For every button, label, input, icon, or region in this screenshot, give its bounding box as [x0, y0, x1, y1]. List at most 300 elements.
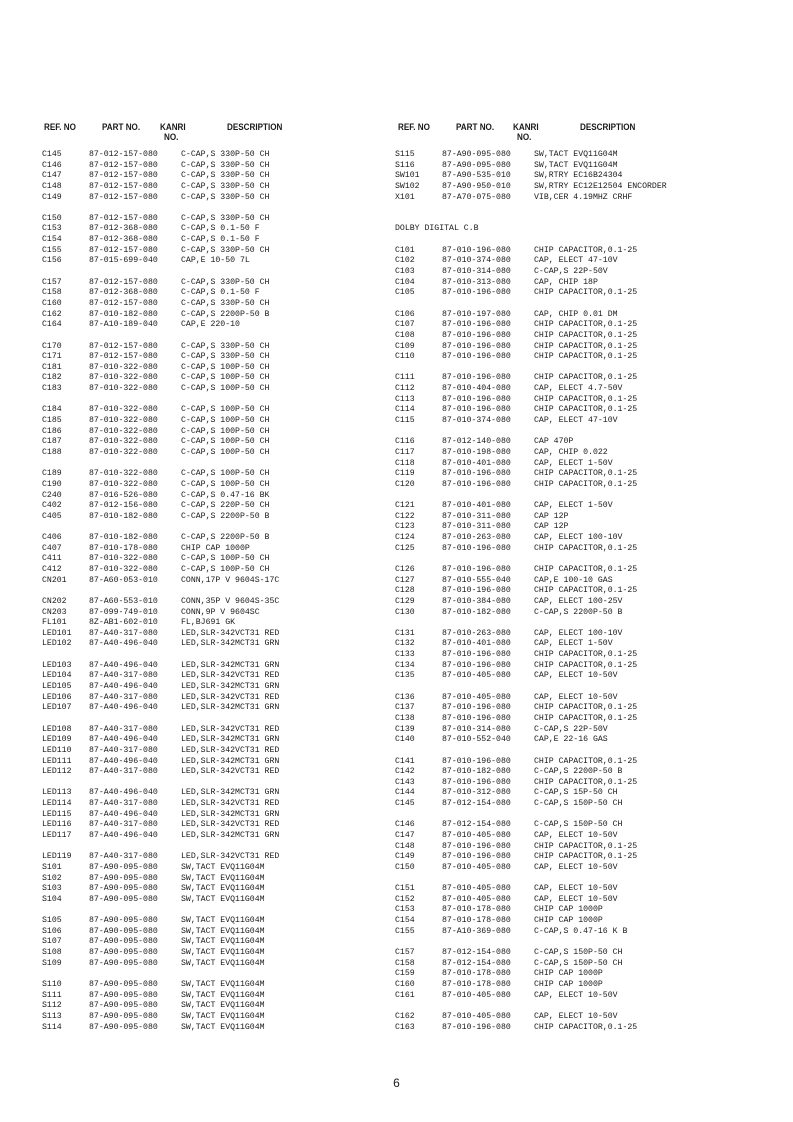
ref-no-cell: LED109 — [42, 735, 72, 745]
part-no-cell: 87-A90-095-080 — [89, 926, 158, 936]
ref-no-cell: C161 — [395, 990, 415, 1000]
ref-no-cell: CN203 — [42, 607, 67, 617]
ref-no-cell: CN202 — [42, 596, 67, 606]
parts-row — [395, 522, 755, 533]
part-no-cell: 87-010-322-080 — [89, 564, 158, 574]
spacer-row — [395, 1001, 755, 1012]
part-no-cell: 87-010-196-080 — [442, 586, 511, 596]
parts-row — [395, 1023, 755, 1034]
description-cell: CAP, ELECT 47-10V — [534, 416, 618, 426]
description-cell: C-CAP,S 2200P-50 B — [534, 767, 623, 777]
description-cell: C-CAP,S 100P-50 CH — [181, 437, 270, 447]
ref-no-cell: C117 — [395, 447, 415, 457]
ref-no-cell: C159 — [395, 969, 415, 979]
description-cell: C-CAP,S 100P-50 CH — [181, 405, 270, 415]
parts-row — [395, 820, 755, 831]
description-cell: CAP, ELECT 4.7-50V — [534, 384, 623, 394]
description-cell: SW,TACT EVQ11G04M — [181, 862, 265, 872]
ref-no-cell: C189 — [42, 469, 62, 479]
part-no-cell: 87-A40-496-040 — [89, 703, 158, 713]
parts-row — [395, 448, 755, 459]
part-no-cell: 87-A40-496-040 — [89, 660, 158, 670]
description-cell: C-CAP,S 100P-50 CH — [181, 554, 270, 564]
ref-no-cell: C110 — [395, 352, 415, 362]
part-no-cell: 87-010-196-080 — [442, 320, 511, 330]
description-cell: C-CAP,S 100P-50 CH — [181, 426, 270, 436]
part-no-cell: 87-010-401-080 — [442, 501, 511, 511]
description-cell: C-CAP,S 2200P-50 B — [181, 511, 270, 521]
ref-no-cell: LED117 — [42, 831, 72, 840]
ref-no-cell: LED108 — [42, 724, 72, 734]
parts-row — [395, 693, 755, 704]
parts-row — [42, 161, 402, 172]
spacer-row — [42, 331, 402, 342]
ref-no-cell: C160 — [42, 298, 62, 308]
ref-no-cell: C164 — [42, 320, 62, 330]
part-no-cell: 87-012-157-080 — [89, 245, 158, 255]
spacer-row — [395, 937, 755, 948]
ref-no-cell: LED116 — [42, 820, 72, 830]
ref-no-cell: C122 — [395, 511, 415, 521]
spacer-row — [395, 299, 755, 310]
description-cell: C-CAP,S 330P-50 CH — [181, 277, 270, 287]
ref-no-cell: C148 — [395, 841, 415, 851]
ref-no-cell: LED103 — [42, 660, 72, 670]
description-cell: SW,RTRY EC16B24304 — [534, 171, 623, 181]
part-no-cell: 87-012-157-080 — [89, 181, 158, 191]
part-no-cell: 87-010-196-080 — [442, 703, 511, 713]
ref-no-cell: C149 — [395, 852, 415, 862]
parts-row — [395, 597, 755, 608]
parts-row — [42, 150, 402, 161]
ref-no-cell: C143 — [395, 777, 415, 787]
description-cell: CAP, ELECT 10-50V — [534, 990, 618, 1000]
part-no-cell: 87-A40-317-080 — [89, 628, 158, 638]
parts-row — [395, 373, 755, 384]
description-cell: CHIP CAPACITOR,0.1-25 — [534, 394, 638, 404]
part-no-cell: 87-010-401-080 — [442, 639, 511, 649]
parts-row — [42, 831, 402, 842]
ref-no-cell: SW101 — [395, 171, 420, 181]
parts-row — [42, 788, 402, 799]
description-cell: CHIP CAPACITOR,0.1-25 — [534, 841, 638, 851]
description-cell: CAP, ELECT 100-10V — [534, 628, 623, 638]
ref-no-cell: C105 — [395, 288, 415, 298]
parts-row — [42, 608, 402, 619]
ref-no-cell: LED110 — [42, 745, 72, 755]
ref-no-cell: S106 — [42, 926, 62, 936]
parts-row — [42, 384, 402, 395]
ref-no-cell: C148 — [42, 181, 62, 191]
description-cell: CAP, ELECT 100-10V — [534, 533, 623, 543]
description-cell: LED,SLR-342MCT31 GRN — [181, 682, 280, 692]
ref-no-cell: C139 — [395, 724, 415, 734]
ref-no-cell: CN201 — [42, 575, 67, 585]
parts-row — [42, 671, 402, 682]
part-no-cell: 87-010-197-080 — [442, 309, 511, 319]
ref-no-cell: S111 — [42, 990, 62, 1000]
description-cell: CAP, ELECT 10-50V — [534, 692, 618, 702]
parts-row — [42, 629, 402, 640]
parts-row — [395, 161, 755, 172]
parts-row — [42, 193, 402, 204]
description-cell: CAP, ELECT 10-50V — [534, 1011, 618, 1021]
description-cell: CHIP CAPACITOR,0.1-25 — [534, 543, 638, 553]
parts-row — [42, 639, 402, 650]
ref-no-cell: C108 — [395, 330, 415, 340]
part-no-cell: 87-010-405-080 — [442, 884, 511, 894]
parts-row — [42, 363, 402, 374]
parts-row — [42, 533, 402, 544]
parts-row — [42, 256, 402, 267]
parts-row — [395, 246, 755, 257]
ref-no-cell: SW102 — [395, 181, 420, 191]
description-cell: C-CAP,S 100P-50 CH — [181, 447, 270, 457]
parts-row — [395, 565, 755, 576]
ref-no-cell: C112 — [395, 384, 415, 394]
description-cell: CHIP CAPACITOR,0.1-25 — [534, 352, 638, 362]
part-no-cell: 87-A40-317-080 — [89, 724, 158, 734]
description-cell: C-CAP,S 330P-50 CH — [181, 160, 270, 170]
part-no-cell: 87-012-157-080 — [89, 150, 158, 159]
description-cell: C-CAP,S 2200P-50 B — [534, 607, 623, 617]
part-no-cell: 87-010-384-080 — [442, 596, 511, 606]
part-no-cell: 87-010-314-080 — [442, 267, 511, 277]
parts-row — [395, 831, 755, 842]
part-no-cell: 87-010-196-080 — [442, 543, 511, 553]
parts-row — [395, 757, 755, 768]
part-no-cell: 87-010-314-080 — [442, 724, 511, 734]
description-cell: CHIP CAPACITOR,0.1-25 — [534, 756, 638, 766]
parts-row — [42, 1001, 402, 1012]
part-no-cell: 87-A40-317-080 — [89, 799, 158, 809]
part-no-cell: 87-A40-496-040 — [89, 831, 158, 840]
part-no-cell: 87-012-157-080 — [89, 213, 158, 223]
parts-row — [395, 182, 755, 193]
spacer-row — [395, 235, 755, 246]
ref-no-cell: C107 — [395, 320, 415, 330]
ref-no-cell: C115 — [395, 416, 415, 426]
parts-row — [395, 905, 755, 916]
parts-row — [395, 735, 755, 746]
parts-row — [395, 608, 755, 619]
description-cell: LED,SLR-342MCT31 GRN — [181, 788, 280, 798]
header-kanri: KANRI — [160, 122, 186, 132]
part-no-cell: 87-A10-369-080 — [442, 926, 511, 936]
parts-row — [42, 554, 402, 565]
parts-row — [395, 459, 755, 470]
part-no-cell: 87-010-178-080 — [89, 543, 158, 553]
part-no-cell: 87-016-526-080 — [89, 490, 158, 500]
ref-no-cell: LED119 — [42, 852, 72, 862]
ref-no-cell: C412 — [42, 564, 62, 574]
spacer-row — [395, 203, 755, 214]
part-no-cell: 87-010-182-080 — [442, 607, 511, 617]
ref-no-cell: C145 — [395, 799, 415, 809]
spacer-row — [42, 905, 402, 916]
description-cell: CAP, CHIP 0.022 — [534, 447, 608, 457]
ref-no-cell: C405 — [42, 511, 62, 521]
part-no-cell: 87-010-405-080 — [442, 1011, 511, 1021]
spacer-row — [395, 618, 755, 629]
part-no-cell: 87-012-154-080 — [442, 958, 511, 968]
ref-no-cell: S102 — [42, 873, 62, 883]
part-no-cell: 87-010-311-080 — [442, 522, 511, 532]
ref-no-cell: S113 — [42, 1011, 62, 1021]
part-no-cell: 87-010-263-080 — [442, 533, 511, 543]
description-cell: CAP, ELECT 1-50V — [534, 458, 613, 468]
part-no-cell: 87-A40-496-040 — [89, 639, 158, 649]
part-no-cell: 87-010-405-080 — [442, 692, 511, 702]
header-kanri-no: NO. — [517, 132, 532, 142]
ref-no-cell: C181 — [42, 362, 62, 372]
description-cell: SW,TACT EVQ11G04M — [181, 873, 265, 883]
ref-no-cell: C157 — [42, 277, 62, 287]
parts-row — [42, 852, 402, 863]
part-no-cell: 87-010-313-080 — [442, 277, 511, 287]
ref-no-cell: C141 — [395, 756, 415, 766]
description-cell: CONN,9P V 9604SC — [181, 607, 260, 617]
parts-row — [42, 278, 402, 289]
parts-row — [42, 1023, 402, 1034]
parts-row — [395, 863, 755, 874]
part-no-cell: 87-010-405-080 — [442, 671, 511, 681]
parts-row — [42, 416, 402, 427]
description-cell: CHIP CAPACITOR,0.1-25 — [534, 777, 638, 787]
ref-no-cell: LED105 — [42, 682, 72, 692]
parts-row — [395, 969, 755, 980]
description-cell: FL,BJ691 GK — [181, 618, 236, 628]
parts-row — [42, 352, 402, 363]
parts-row — [42, 501, 402, 512]
part-no-cell: 87-012-157-080 — [89, 192, 158, 202]
part-no-cell: 87-A90-095-080 — [89, 884, 158, 894]
part-no-cell: 87-A90-095-080 — [89, 894, 158, 904]
part-no-cell: 87-010-196-080 — [442, 405, 511, 415]
parts-row — [42, 214, 402, 225]
description-cell: C-CAP,S 330P-50 CH — [181, 192, 270, 202]
parts-row — [395, 331, 755, 342]
ref-no-cell: S107 — [42, 937, 62, 947]
part-no-cell: 87-010-196-080 — [442, 650, 511, 660]
parts-row — [395, 927, 755, 938]
spacer-row — [395, 214, 755, 225]
parts-row — [42, 565, 402, 576]
parts-row — [395, 437, 755, 448]
parts-row — [42, 693, 402, 704]
description-cell: LED,SLR-342VCT31 RED — [181, 628, 280, 638]
parts-row — [42, 810, 402, 821]
header-ref-no: REF. NO — [398, 122, 430, 132]
ref-no-cell: C123 — [395, 522, 415, 532]
description-cell: CHIP CAPACITOR,0.1-25 — [534, 564, 638, 574]
description-cell: LED,SLR-342MCT31 GRN — [181, 639, 280, 649]
description-cell: C-CAP,S 22P-50V — [534, 267, 608, 277]
left-parts-column — [42, 150, 402, 1033]
ref-no-cell: C118 — [395, 458, 415, 468]
ref-no-cell: C158 — [395, 958, 415, 968]
ref-no-cell: S103 — [42, 884, 62, 894]
ref-no-cell: C154 — [395, 916, 415, 926]
parts-row — [42, 182, 402, 193]
parts-row — [42, 916, 402, 927]
part-no-cell: 87-A40-317-080 — [89, 692, 158, 702]
ref-no-cell: C131 — [395, 628, 415, 638]
description-cell: C-CAP,S 330P-50 CH — [181, 245, 270, 255]
ref-no-cell: C182 — [42, 373, 62, 383]
ref-no-cell: LED104 — [42, 671, 72, 681]
description-cell: C-CAP,S 150P-50 CH — [534, 948, 623, 958]
ref-no-cell: C132 — [395, 639, 415, 649]
ref-no-cell: C129 — [395, 596, 415, 606]
header-kanri: KANRI — [513, 122, 539, 132]
spacer-row — [395, 810, 755, 821]
ref-no-cell: C145 — [42, 150, 62, 159]
parts-row — [395, 342, 755, 353]
ref-no-cell: LED112 — [42, 767, 72, 777]
description-cell: CHIP CAPACITOR,0.1-25 — [534, 330, 638, 340]
part-no-cell: 87-010-312-080 — [442, 788, 511, 798]
part-no-cell: 87-012-154-080 — [442, 820, 511, 830]
part-no-cell: 87-A90-095-080 — [89, 1001, 158, 1011]
ref-no-cell: C150 — [42, 213, 62, 223]
description-cell: SW,TACT EVQ11G04M — [181, 916, 265, 926]
part-no-cell: 87-010-196-080 — [442, 469, 511, 479]
parts-row — [42, 927, 402, 938]
description-cell: C-CAP,S 100P-50 CH — [181, 469, 270, 479]
ref-no-cell: LED107 — [42, 703, 72, 713]
part-no-cell: 87-A90-095-080 — [89, 958, 158, 968]
description-cell: CHIP CAPACITOR,0.1-25 — [534, 373, 638, 383]
ref-no-cell: C109 — [395, 341, 415, 351]
parts-row — [395, 788, 755, 799]
ref-no-cell: C138 — [395, 713, 415, 723]
parts-row — [42, 491, 402, 502]
description-cell: LED,SLR-342VCT31 RED — [181, 820, 280, 830]
part-no-cell: 87-A90-095-080 — [89, 990, 158, 1000]
parts-row — [42, 576, 402, 587]
part-no-cell: 8Z-AB1-602-010 — [89, 618, 158, 628]
parts-row — [395, 671, 755, 682]
ref-no-cell: C162 — [395, 1011, 415, 1021]
part-no-cell: 87-010-405-080 — [442, 831, 511, 840]
header-part-no: PART NO. — [456, 122, 495, 132]
ref-no-cell: LED113 — [42, 788, 72, 798]
ref-no-cell: C111 — [395, 373, 415, 383]
spacer-row — [395, 874, 755, 885]
ref-no-cell: C125 — [395, 543, 415, 553]
part-no-cell: 87-010-405-080 — [442, 894, 511, 904]
description-cell: CHIP CAPACITOR,0.1-25 — [534, 469, 638, 479]
parts-row — [42, 320, 402, 331]
description-cell: CAP 470P — [534, 437, 574, 447]
description-cell: C-CAP,S 100P-50 CH — [181, 479, 270, 489]
ref-no-cell: C153 — [395, 905, 415, 915]
description-cell: SW,TACT EVQ11G04M — [181, 926, 265, 936]
description-cell: LED,SLR-342MCT31 GRN — [181, 735, 280, 745]
parts-row — [395, 767, 755, 778]
part-no-cell: 87-010-196-080 — [442, 852, 511, 862]
part-no-cell: 87-A90-095-080 — [89, 937, 158, 947]
description-cell: LED,SLR-342MCT31 GRN — [181, 703, 280, 713]
description-cell: C-CAP,S 220P-50 CH — [181, 501, 270, 511]
parts-row — [395, 310, 755, 321]
ref-no-cell: C158 — [42, 288, 62, 298]
parts-row — [42, 725, 402, 736]
part-no-cell: 87-010-196-080 — [442, 330, 511, 340]
description-cell: CAP, ELECT 47-10V — [534, 256, 618, 266]
parts-row — [42, 288, 402, 299]
description-cell: CHIP CAPACITOR,0.1-25 — [534, 245, 638, 255]
ref-no-cell: C121 — [395, 501, 415, 511]
part-no-cell: 87-A90-095-080 — [89, 1011, 158, 1021]
description-cell: CAP, ELECT 10-50V — [534, 894, 618, 904]
part-no-cell: 87-010-311-080 — [442, 511, 511, 521]
part-no-cell: 87-A40-317-080 — [89, 852, 158, 862]
part-no-cell: 87-010-196-080 — [442, 713, 511, 723]
description-cell: C-CAP,S 0.1-50 F — [181, 235, 260, 245]
part-no-cell: 87-012-157-080 — [89, 352, 158, 362]
ref-no-cell: S109 — [42, 958, 62, 968]
part-no-cell: 87-010-182-080 — [89, 309, 158, 319]
part-no-cell: 87-A40-496-040 — [89, 809, 158, 819]
part-no-cell: 87-010-374-080 — [442, 416, 511, 426]
parts-row — [42, 427, 402, 438]
parts-row — [42, 544, 402, 555]
parts-row — [395, 629, 755, 640]
description-cell: LED,SLR-342VCT31 RED — [181, 671, 280, 681]
part-no-cell: 87-010-182-080 — [89, 533, 158, 543]
spacer-row — [395, 363, 755, 374]
parts-row — [42, 299, 402, 310]
parts-row — [42, 682, 402, 693]
description-cell: CHIP CAPACITOR,0.1-25 — [534, 650, 638, 660]
parts-row — [42, 246, 402, 257]
part-no-cell: 87-A40-317-080 — [89, 820, 158, 830]
right-parts-column — [395, 150, 755, 1033]
description-cell: CHIP CAP 1000P — [534, 905, 603, 915]
description-cell: C-CAP,S 150P-50 CH — [534, 820, 623, 830]
parts-row — [42, 746, 402, 757]
ref-no-cell: S108 — [42, 948, 62, 958]
description-cell: CHIP CAPACITOR,0.1-25 — [534, 852, 638, 862]
parts-row — [395, 586, 755, 597]
parts-row — [42, 1012, 402, 1023]
part-no-cell: 87-010-196-080 — [442, 245, 511, 255]
parts-row — [42, 224, 402, 235]
description-cell: C-CAP,S 0.1-50 F — [181, 288, 260, 298]
description-cell: C-CAP,S 0.47-16 BK — [181, 490, 270, 500]
part-no-cell: 87-012-156-080 — [89, 501, 158, 511]
ref-no-cell: C104 — [395, 277, 415, 287]
part-no-cell: 87-010-196-080 — [442, 394, 511, 404]
header-kanri-no: NO. — [164, 132, 179, 142]
part-no-cell: 87-010-404-080 — [442, 384, 511, 394]
part-no-cell: 87-A90-095-080 — [89, 979, 158, 989]
description-cell: LED,SLR-342VCT31 RED — [181, 724, 280, 734]
part-no-cell: 87-010-198-080 — [442, 447, 511, 457]
part-no-cell: 87-A90-095-080 — [89, 862, 158, 872]
header-ref-no: REF. NO — [44, 122, 76, 132]
ref-no-cell: C137 — [395, 703, 415, 713]
parts-row — [42, 171, 402, 182]
description-cell: CHIP CAPACITOR,0.1-25 — [534, 288, 638, 298]
description-cell: CHIP CAPACITOR,0.1-25 — [534, 586, 638, 596]
ref-no-cell: LED102 — [42, 639, 72, 649]
part-no-cell: 87-010-322-080 — [89, 405, 158, 415]
parts-row — [42, 948, 402, 959]
description-cell: CAP 12P — [534, 511, 569, 521]
